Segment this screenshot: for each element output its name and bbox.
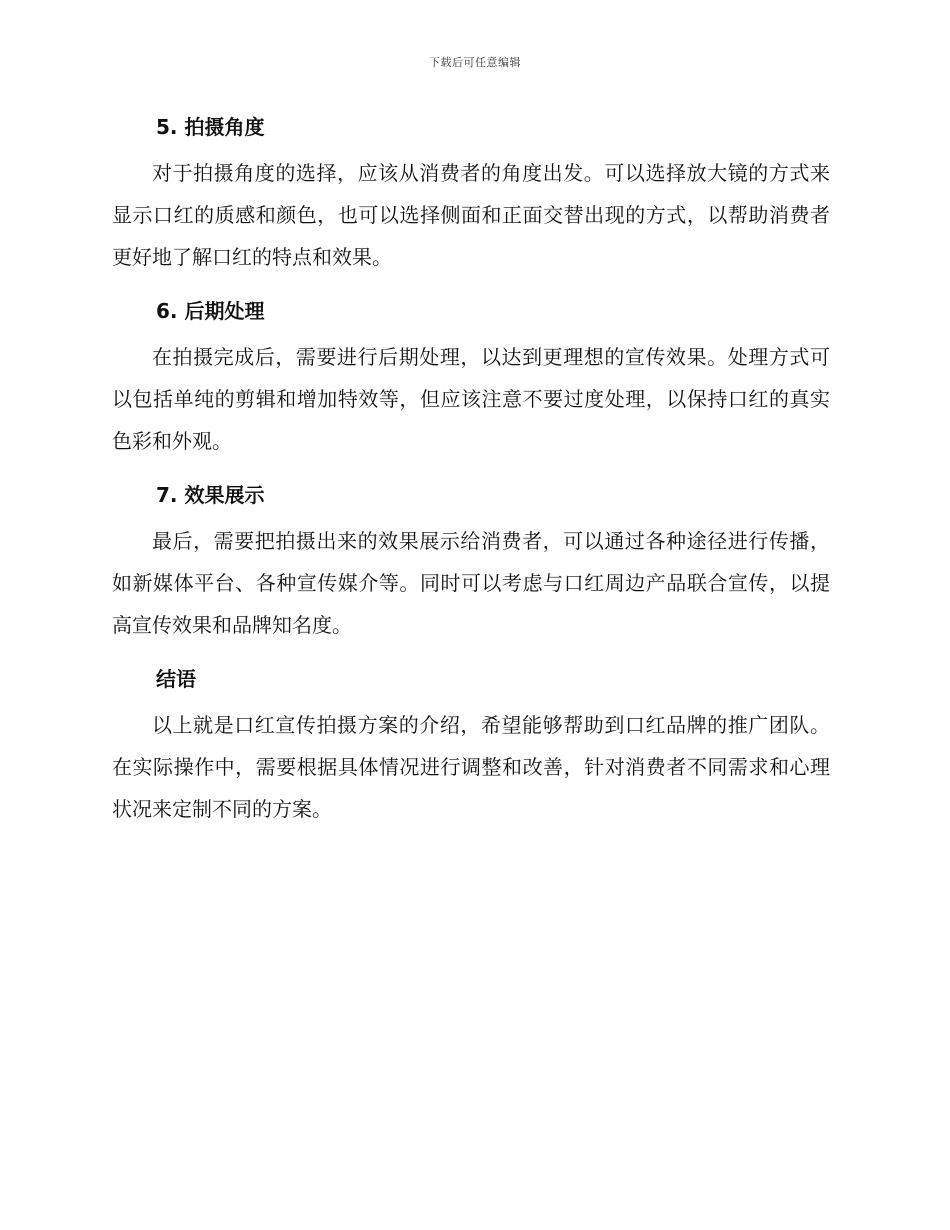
- section-paragraph-conclusion: 以上就是口红宣传拍摄方案的介绍，希望能够帮助到口红品牌的推广团队。在实际操作中，需要根据具体情况进行调整和改善，针对消费者不同需求和心理状况来定制不同的方案。: [112, 713, 830, 821]
- section-paragraph-effect-display: 最后，需要把拍摄出来的效果展示给消费者，可以通过各种途径进行传播，如新媒体平台、各种宣传媒介等。同时可以考虑与口红周边产品联合宣传，以提高宣传效果和品牌知名度。: [112, 529, 830, 637]
- section-heading-effect-display: 7. 效果展示: [156, 483, 265, 507]
- section-paragraph-shooting-angle: 对于拍摄角度的选择，应该从消费者的角度出发。可以选择放大镜的方式来显示口红的质感和颜色，也可以选择侧面和正面交替出现的方式，以帮助消费者更好地了解口红的特点和效果。: [112, 161, 830, 269]
- section-heading-conclusion: 结语: [156, 667, 196, 691]
- header-note: 下载后可任意编辑: [429, 56, 521, 69]
- section-heading-post-processing: 6. 后期处理: [156, 299, 265, 323]
- section-paragraph-post-processing: 在拍摄完成后，需要进行后期处理，以达到更理想的宣传效果。处理方式可以包括单纯的剪辑和增加特效等，但应该注意不要过度处理，以保持口红的真实色彩和外观。: [112, 345, 830, 453]
- section-heading-shooting-angle: 5. 拍摄角度: [156, 115, 265, 139]
- document-body: [112, 108, 830, 844]
